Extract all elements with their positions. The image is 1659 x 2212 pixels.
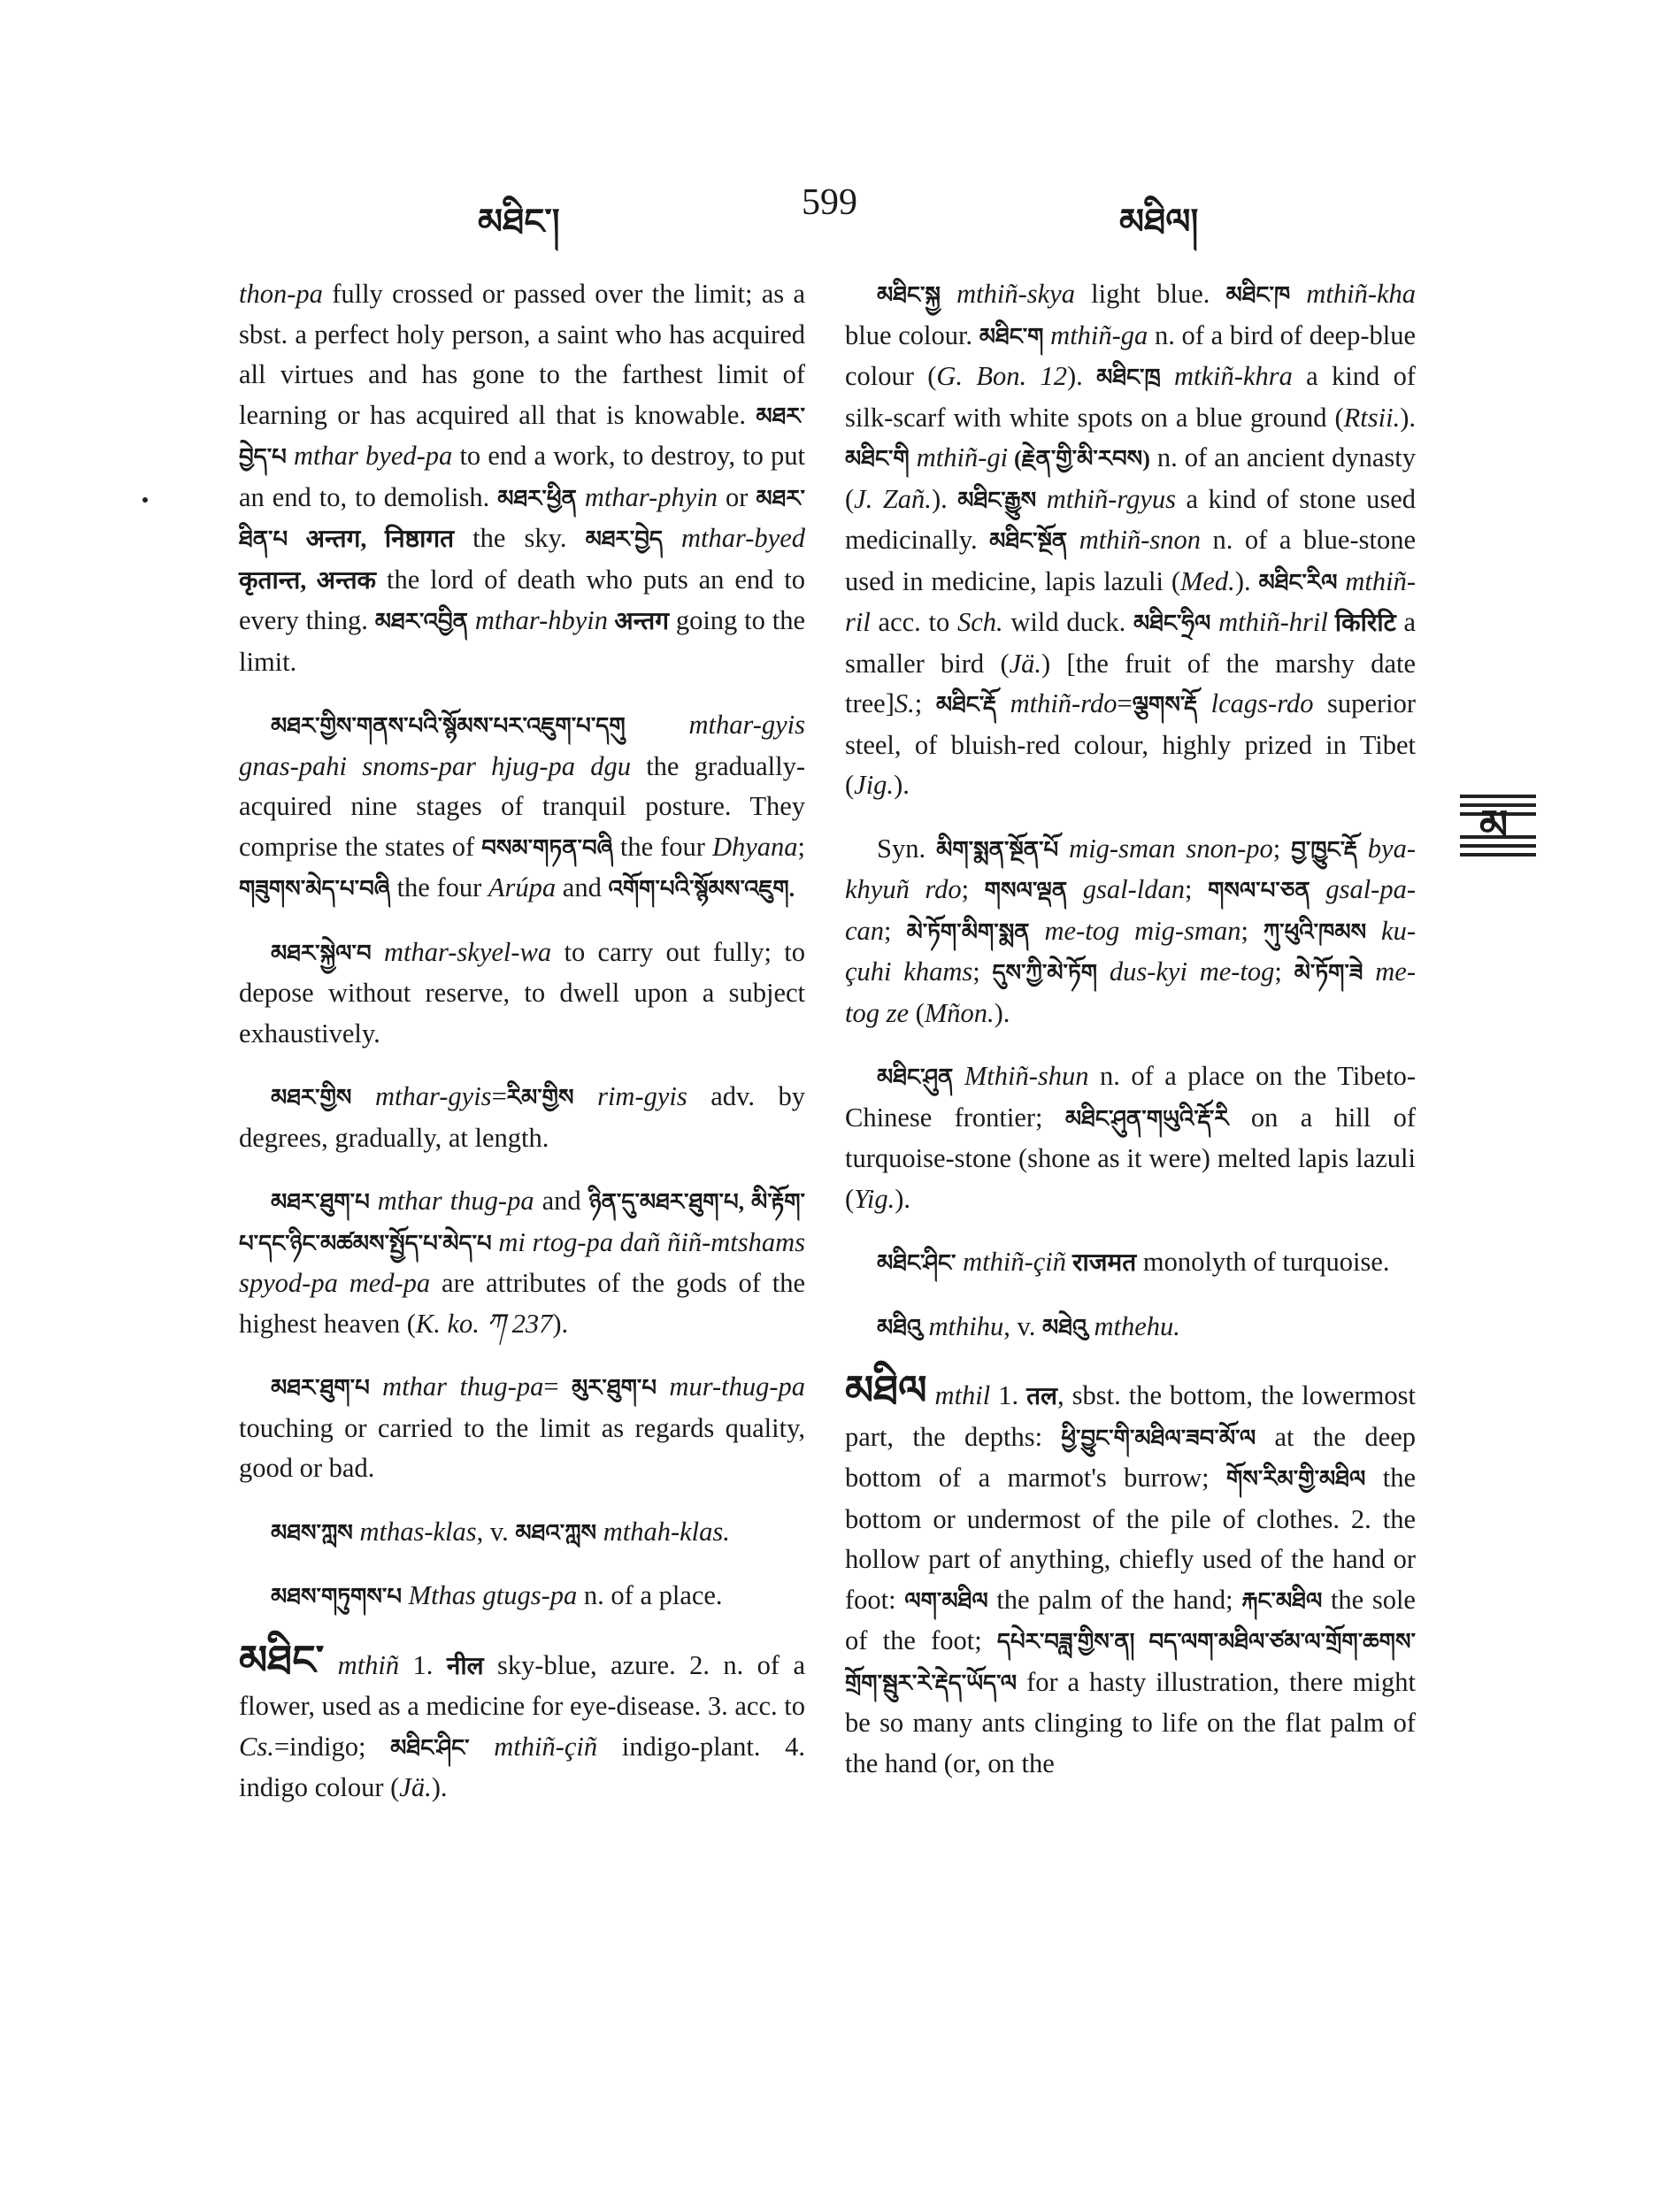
right-column — [845, 274, 1416, 1807]
entry-mthin-shun: མཐིང་ཤུན Mthiñ-shun n. of a place on the Tibeto-Chinese frontier; མཐིང་ཤུན་གཡུའི་རྡོ་རི on a hill of turquoise-stone (shone as it were) melted lapis lazuli (Yig.). — [845, 1061, 1416, 1214]
entry-mthihu: མཐིའུ mthihu, v. མཐེའུ mthehu. — [877, 1310, 1180, 1341]
left-column — [239, 274, 805, 1832]
entry-mthin-compounds: མཐིང་སྐྱ mthiñ-skya light blue. མཐིང་ཁ mthiñ-kha blue colour. མཐིང་ག mthiñ-ga n. of a bird of deep-blue colour (G. Bon. 12). མཐིང་ཁྲ mtkiñ-khra a kind of silk-scarf with white spots on a blue ground (Rtsii.). མཐིང་གི mthiñ-gi (རྗེན་གྱི་མི་རབས) n. of an ancient dynasty (J. Zañ.). མཐིང་རྒྱུས mthiñ-rgyus a kind of stone used medicinally. མཐིང་སྔོན mthiñ-snon n. of a blue-stone used in medicine, lapis lazuli (Med.). མཐིང་རིལ mthiñ-ril acc. to Sch. wild duck. མཐིང་ཧྲིལ mthiñ-hril किरिटि a smaller bird (Jä.) [the fruit of the marshy date tree]S.; མཐིང་རྡོ mthiñ-rdo=ལྕགས་རྡོ lcags-rdo superior steel, of bluish-red colour, highly prized in Tibet (Jig.). — [845, 279, 1417, 800]
thumb-tab-letter: མ — [1479, 803, 1509, 848]
entry-mthar-thug-pa-2: མཐར་ཐུག་པ mthar thug-pa= མུར་ཐུག་པ mur-thug-pa touching or carried to the limit as regards quality, good or bad. — [239, 1371, 806, 1483]
header-right-headword: མཐིལ། — [1119, 202, 1199, 242]
stray-mark — [142, 497, 148, 503]
entry-thon-pa: thon-pa fully crossed or passed over the limit; as a sbst. a perfect holy person, a saint who has acquired all virtues and has gone to the farthest limit of learning or has acquired all that is knowable. མཐར་བྱེད་པ mthar byed-pa to end a work, to destroy, to put an end to, to demolish. མཐར་ཕྱིན mthar-phyin or མཐར་ཐིན་པ अन्तग, निष्ठागत the sky. མཐར་བྱེད mthar-byed कृतान्त, अन्तक the lord of death who puts an end to every thing. མཐར་འབྱིན mthar-hbyin अन्तग going to the limit. — [239, 279, 806, 677]
page-header — [0, 181, 1659, 243]
header-left-headword: མཐིང་། — [478, 202, 560, 242]
thumb-index-tab — [1460, 795, 1536, 856]
entry-mthin-cin: མཐིང་ཤིང་ mthiñ-çiñ राजमत monolyth of turquoise. — [877, 1247, 1390, 1277]
entry-mthil: མཐིལ mthil 1. तल, sbst. the bottom, the lowermost part, the depths: ཕྱི་བྱུང་གི་མཐིལ་ཟབ་མོ་ལ at the deep bottom of a marmot's burrow; གོས་རིམ་གྱི་མཐིལ the bottom or undermost of the pile of clothes. 2. the hollow part of anything, chiefly used of the hand or foot: ལག་མཐིལ the palm of the hand; རྐང་མཐིལ the sole of the foot; དཔེར་བཟླ་གྱིས་ན། བད་ལག་མཐིལ་ཙམ་ལ་གྲོག་ཆགས་གྲོག་སྦུར་རེ་རྡེད་ཡོད་ལ for a hasty illustration, there might be so many ants clinging to life on the flat palm of the hand (or, on the — [845, 1368, 1417, 1778]
entry-mthar-gyis-gnas-pahi: མཐར་གྱིས་གནས་པའི་སྙོམས་པར་འཇུག་པ་དགུ mthar-gyis gnas-pahi snoms-par hjug-pa dgu the gradually-acquired nine stages of tranquil posture. They comprise the states of བསམ་གཏན་བཞི the four Dhyana; གཟུགས་མེད་པ་བཞི the four Arúpa and འགོག་པའི་སྙོམས་འཇུག. — [239, 710, 806, 902]
entry-mthar-thug-pa-1: མཐར་ཐུག་པ mthar thug-pa and ཉིན་དུ་མཐར་ཐུག་པ, མི་རྟོག་པ་དང་ཉིང་མཚམས་སྤྱོད་པ་མེད་པ mi rtog-pa dañ ñiñ-mtshams spyod-pa med-pa are attributes of the gods of the highest heaven (K. ko. ཀ 237). — [239, 1186, 805, 1339]
entry-mthas-gtugs-pa: མཐས་གཏུགས་པ Mthas gtugs-pa n. of a place. — [271, 1580, 723, 1610]
entry-mthas-klas: མཐས་ཀླས mthas-klas, v. མཐའ་ཀླས mthah-klas. — [271, 1516, 730, 1547]
entry-mthar-gyis: མཐར་གྱིས mthar-gyis=རིམ་གྱིས rim-gyis adv. by degrees, gradually, at length. — [239, 1081, 805, 1153]
page-number: 599 — [802, 182, 857, 223]
entry-mthin: མཐིང་ mthiñ 1. नील sky-blue, azure. 2. n. of a flower, used as a medicine for eye-disease. 3. acc. to Cs.=indigo; མཐིང་ཤིང་ mthiñ-çiñ indigo-plant. 4. indigo colour (Jä.). — [239, 1637, 805, 1802]
entry-mthar-skyel-wa: མཐར་སྐྱེལ་བ mthar-skyel-wa to carry out fully; to depose without reserve, to dwell upon a subject exhaustively. — [239, 936, 805, 1048]
entry-synonyms: Syn. མིག་སྨན་སྔོན་པོ mig-sman snon-po; བྱ་ཁྱུང་རྡོ bya-khyuñ rdo; གསལ་ལྡན gsal-ldan; གསལ་པ་ཅན gsal-pa-can; མེ་ཏོག་མིག་སྨན me-tog mig-sman; ཀུ་ཕུའི་ཁམས ku-çuhi khams; དུས་ཀྱི་མེ་ཏོག dus-kyi me-tog; མེ་ཏོག་ཟེ me-tog ze (Mñon.). — [845, 833, 1417, 1028]
